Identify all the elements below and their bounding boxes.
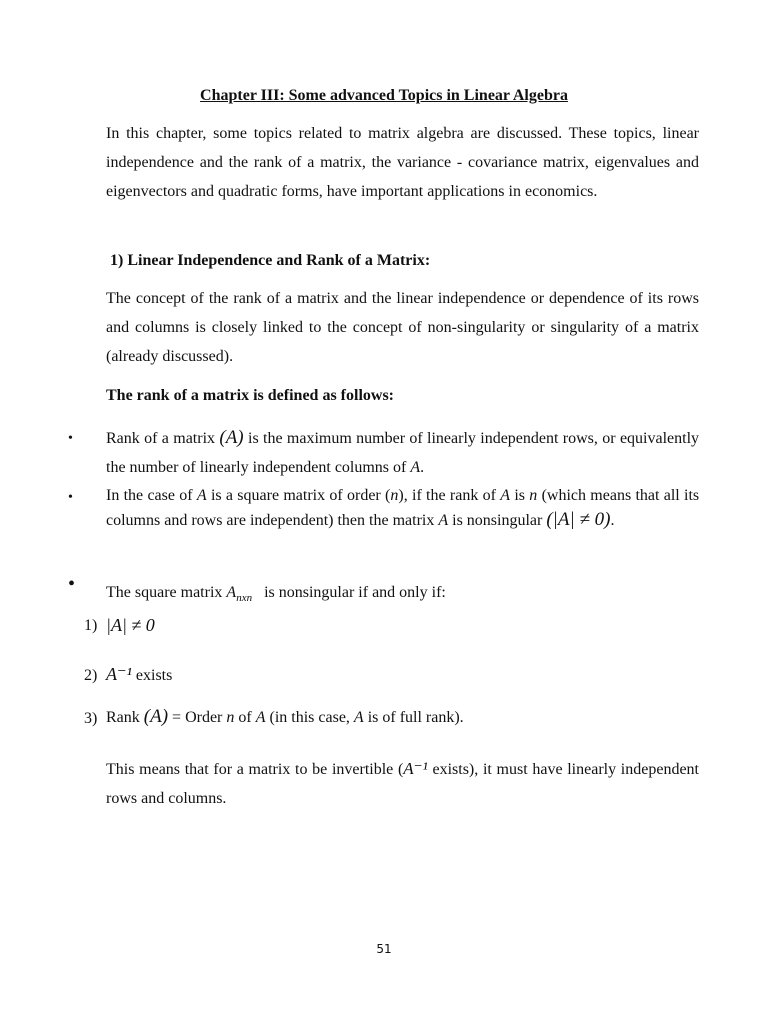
concept-paragraph: The concept of the rank of a matrix and the linear independence or dependence of its rows and columns is closely linked to the concept of non-singularity or singularity of a matrix (already discussed). xyxy=(106,290,699,365)
condition-inverse xyxy=(106,664,172,685)
condition-number: 3) xyxy=(84,710,98,727)
bullet-text-segment: . xyxy=(420,459,425,476)
bullet-marker: • xyxy=(68,431,73,446)
bullet-text-segment: The square matrix xyxy=(106,584,223,601)
math-a: A xyxy=(410,459,421,476)
section-heading: 1) Linear Independence and Rank of a Matrix: xyxy=(110,252,431,269)
math-n: n xyxy=(390,487,399,504)
math-a-inverse: A⁻¹ xyxy=(106,664,132,684)
bullet-text-segment: . xyxy=(610,512,615,529)
bullet-square-matrix xyxy=(106,484,699,533)
math-matrix-a: (A) xyxy=(143,706,169,727)
paragraph-text-segment: exists), it must have linearly independent rows and columns. xyxy=(106,761,700,807)
condition-text: exists xyxy=(135,667,173,684)
math-a: A xyxy=(353,709,364,726)
bullet-text-segment: is a square matrix of order ( xyxy=(210,487,391,504)
condition-text: = Order xyxy=(172,709,223,726)
math-determinant-nonzero: (|A| ≠ 0) xyxy=(546,509,611,530)
math-n: n xyxy=(226,709,235,726)
bullet-text-segment: is nonsingular xyxy=(452,512,543,529)
condition-text: is of full rank). xyxy=(367,709,464,726)
chapter-title: Chapter III: Some advanced Topics in Linear Algebra xyxy=(200,87,568,104)
bullet-nonsingular-condition xyxy=(106,582,699,609)
rank-definition-heading: The rank of a matrix is defined as follows: xyxy=(106,387,394,404)
math-a: A xyxy=(196,487,207,504)
math-a-inverse: A⁻¹ xyxy=(403,759,428,778)
condition-text: of xyxy=(238,709,252,726)
math-n: n xyxy=(529,487,538,504)
closing-paragraph xyxy=(106,754,699,813)
bullet-text-segment: is the maximum number of linearly independent rows, or equivalently the number of linearly independent columns of xyxy=(106,430,700,476)
bullet-text-segment: Rank of a matrix xyxy=(106,430,216,447)
bullet-rank-definition xyxy=(106,423,699,482)
bullet-text-segment: is nonsingular if and only if: xyxy=(264,584,446,601)
condition-number: 1) xyxy=(84,617,98,634)
intro-paragraph: In this chapter, some topics related to matrix algebra are discussed. These topics, linear independence and the rank of a matrix, the variance - covariance matrix, eigenvalues and eigenvectors and quadratic forms, have important applications in economics. xyxy=(106,125,699,200)
page-number: 51 xyxy=(376,942,392,956)
bullet-marker: • xyxy=(68,490,73,505)
bullet-text-segment: In the case of xyxy=(106,487,193,504)
bullet-text-segment: is xyxy=(514,487,525,504)
bullet-text-segment: (which means that all its columns and rows are independent) then the matrix xyxy=(106,487,700,529)
bullet-marker: • xyxy=(68,573,76,595)
math-a: A xyxy=(500,487,511,504)
condition-determinant: |A| ≠ 0 xyxy=(106,615,155,635)
bullet-text-segment: ), if the rank of xyxy=(398,487,496,504)
math-base: A xyxy=(226,584,237,601)
math-a: A xyxy=(438,512,449,529)
condition-text: (in this case, xyxy=(269,709,350,726)
condition-text: Rank xyxy=(106,709,140,726)
math-a-nxn xyxy=(226,584,253,605)
condition-number: 2) xyxy=(84,667,98,684)
paragraph-text-segment: This means that for a matrix to be invertible ( xyxy=(106,761,404,778)
condition-rank xyxy=(106,706,464,728)
math-matrix-a: (A) xyxy=(219,427,244,448)
math-a: A xyxy=(255,709,266,726)
math-subscript: nxn xyxy=(236,592,253,605)
